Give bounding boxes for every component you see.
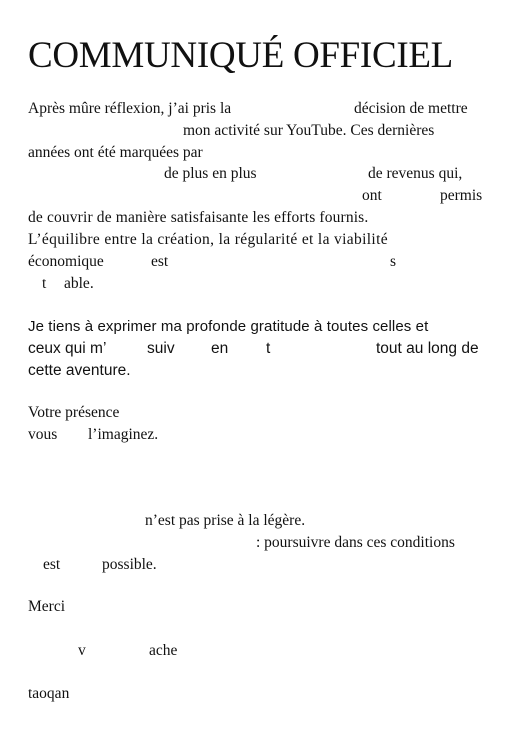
p2-line1: Je tiens à exprimer ma profonde gratitude à toutes celles et bbox=[28, 318, 429, 335]
p1-line6 bbox=[28, 208, 492, 228]
p1-line8-start: économique bbox=[28, 253, 104, 270]
closing-merci: Merci bbox=[28, 598, 66, 615]
p1-line8-fragment: s bbox=[390, 253, 397, 270]
p1-line6-text: de couvrir de manière satisfaisante les efforts fournis. bbox=[28, 209, 369, 226]
closing-fragment-v: v bbox=[78, 642, 86, 659]
p3-line2-start: vous bbox=[28, 426, 58, 443]
p2-line2-b: en bbox=[211, 340, 229, 357]
p4-line3-end: possible. bbox=[102, 556, 157, 573]
p1-line2: mon activité sur YouTube. Ces dernières bbox=[183, 122, 435, 139]
p1-line9-end: able. bbox=[64, 275, 94, 292]
p1-line3: années ont été marquées par bbox=[28, 144, 203, 161]
p2-line2-end: tout au long de bbox=[376, 340, 479, 357]
p3-line2-end: l’imaginez. bbox=[88, 426, 159, 443]
p4-line2: : poursuivre dans ces conditions bbox=[256, 534, 455, 551]
p1-line9-fragment: t bbox=[42, 275, 47, 292]
p2-line2-start: ceux qui m’ bbox=[28, 340, 107, 357]
p1-line5-end: permis bbox=[440, 187, 483, 204]
p1-line4-mid: de plus en plus bbox=[164, 165, 257, 182]
p3-line1: Votre présence bbox=[28, 404, 120, 421]
p2-line2-a: suiv bbox=[147, 340, 175, 357]
p1-line5-mid: ont bbox=[362, 187, 382, 204]
document-title: COMMUNIQUÉ OFFICIEL bbox=[28, 35, 453, 76]
p4-line1: n’est pas prise à la légère. bbox=[145, 512, 306, 529]
p2-line3: cette aventure. bbox=[28, 362, 131, 379]
p1-line7: L’équilibre entre la création, la régularité et la viabilité bbox=[28, 231, 388, 248]
p2-line2-c: t bbox=[266, 340, 271, 357]
closing-fragment-ache: ache bbox=[149, 642, 178, 659]
p4-line3-start: est bbox=[43, 556, 61, 573]
p1-line1-start: Après mûre réflexion, j’ai pris la bbox=[28, 100, 232, 117]
p1-line8-mid: est bbox=[151, 253, 169, 270]
signature-name: taoqan bbox=[28, 685, 70, 702]
p1-line1-end: décision de mettre bbox=[354, 100, 468, 117]
p1-line4-end: de revenus qui, bbox=[368, 165, 463, 182]
